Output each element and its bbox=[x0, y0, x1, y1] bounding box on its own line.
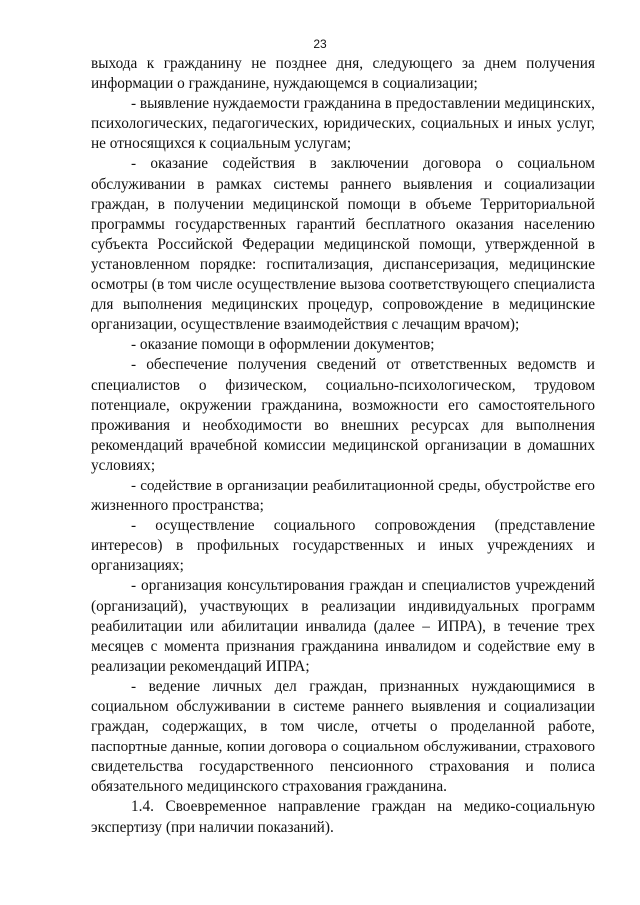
text-line: - ведение личных дел граждан, признанных нуждающимися в bbox=[131, 677, 595, 695]
text-line: потенциале, окружении гражданина, возможности его самостоятельного bbox=[91, 396, 595, 414]
text-line: - выявление нуждаемости гражданина в предоставлении медицинских, bbox=[131, 95, 595, 113]
text-line: - организация консультирования граждан и специалистов учреждений bbox=[131, 577, 595, 595]
text-line: выхода к гражданину не позднее дня, следующего за днем получения bbox=[91, 55, 595, 72]
text-line: реабилитации или абилитации инвалида (далее – ИПРА), в течение трех bbox=[91, 617, 595, 635]
text-line: осмотры (в том числе осуществление вызова соответствующего специалиста bbox=[91, 276, 595, 294]
text-line: - оказание содействия в заключении договора о социальном bbox=[131, 155, 595, 173]
text-line: психологических, педагогических, юридических, социальных и иных услуг, bbox=[91, 115, 595, 133]
text-line: - осуществление социального сопровождения (представление bbox=[131, 517, 595, 535]
text-line: обслуживании в рамках системы раннего выявления и социализации bbox=[91, 175, 595, 193]
text-line: социальном обслуживании в системе раннего выявления и социализации bbox=[91, 698, 595, 715]
text-line: проживания и необходимости во внешних ресурсах для выполнения bbox=[91, 416, 595, 434]
text-line: - оказание помощи в оформлении документов; bbox=[131, 336, 435, 354]
text-line: условиях; bbox=[91, 456, 156, 474]
text-line: граждан, в получении медицинской помощи в объеме Территориальной bbox=[91, 195, 595, 213]
text-line: - содействие в организации реабилитационной среды, обустройстве его bbox=[131, 477, 595, 494]
text-line: (организаций), участвующих в реализации индивидуальных программ bbox=[91, 597, 595, 615]
text-line: паспортные данные, копии договора о социальном обслуживании, страхового bbox=[91, 739, 595, 756]
text-line: специалистов о физическом, социально-психологическом, трудовом bbox=[91, 376, 595, 394]
text-line: интересов) в профильных государственных и иных учреждениях и bbox=[91, 537, 595, 555]
text-line: граждан, содержащих, в том числе, отчеты о проделанной работе, bbox=[91, 718, 595, 736]
text-line: 1.4. Своевременное направление граждан на медико-социальную bbox=[131, 798, 595, 816]
text-line: организациях; bbox=[91, 557, 184, 575]
document-body bbox=[91, 54, 595, 838]
text-line: субъекта Российской Федерации медицинской помощи, утвержденной в bbox=[91, 235, 595, 253]
text-line: - обеспечение получения сведений от ответственных ведомств и bbox=[131, 356, 595, 374]
page-number: 23 bbox=[313, 37, 327, 51]
text-line: реализации рекомендаций ИПРА; bbox=[91, 657, 310, 675]
text-line: организации, осуществление взаимодействия с лечащим врачом); bbox=[91, 316, 520, 334]
text-line: информации о гражданине, нуждающемся в социализации; bbox=[91, 75, 478, 93]
text-line: не относящихся к социальным услугам; bbox=[91, 135, 352, 153]
text-line: для выполнения медицинских процедур, сопровождение в медицинские bbox=[91, 296, 595, 314]
text-line: обязательного медицинского страхования гражданина. bbox=[91, 778, 447, 796]
text-line: жизненного пространства; bbox=[91, 497, 264, 515]
text-line: рекомендаций врачебной комиссии медицинской организации в домашних bbox=[91, 436, 595, 454]
text-line: месяцев с момента признания гражданина инвалидом и содействие ему в bbox=[91, 637, 595, 655]
text-line: установленном порядке: госпитализация, диспансеризация, медицинские bbox=[91, 255, 595, 273]
text-line: программы государственных гарантий бесплатного оказания населению bbox=[91, 215, 595, 233]
text-line: экспертизу (при наличии показаний). bbox=[91, 818, 334, 836]
text-line: свидетельства государственного пенсионного страхования и полиса bbox=[91, 758, 595, 776]
